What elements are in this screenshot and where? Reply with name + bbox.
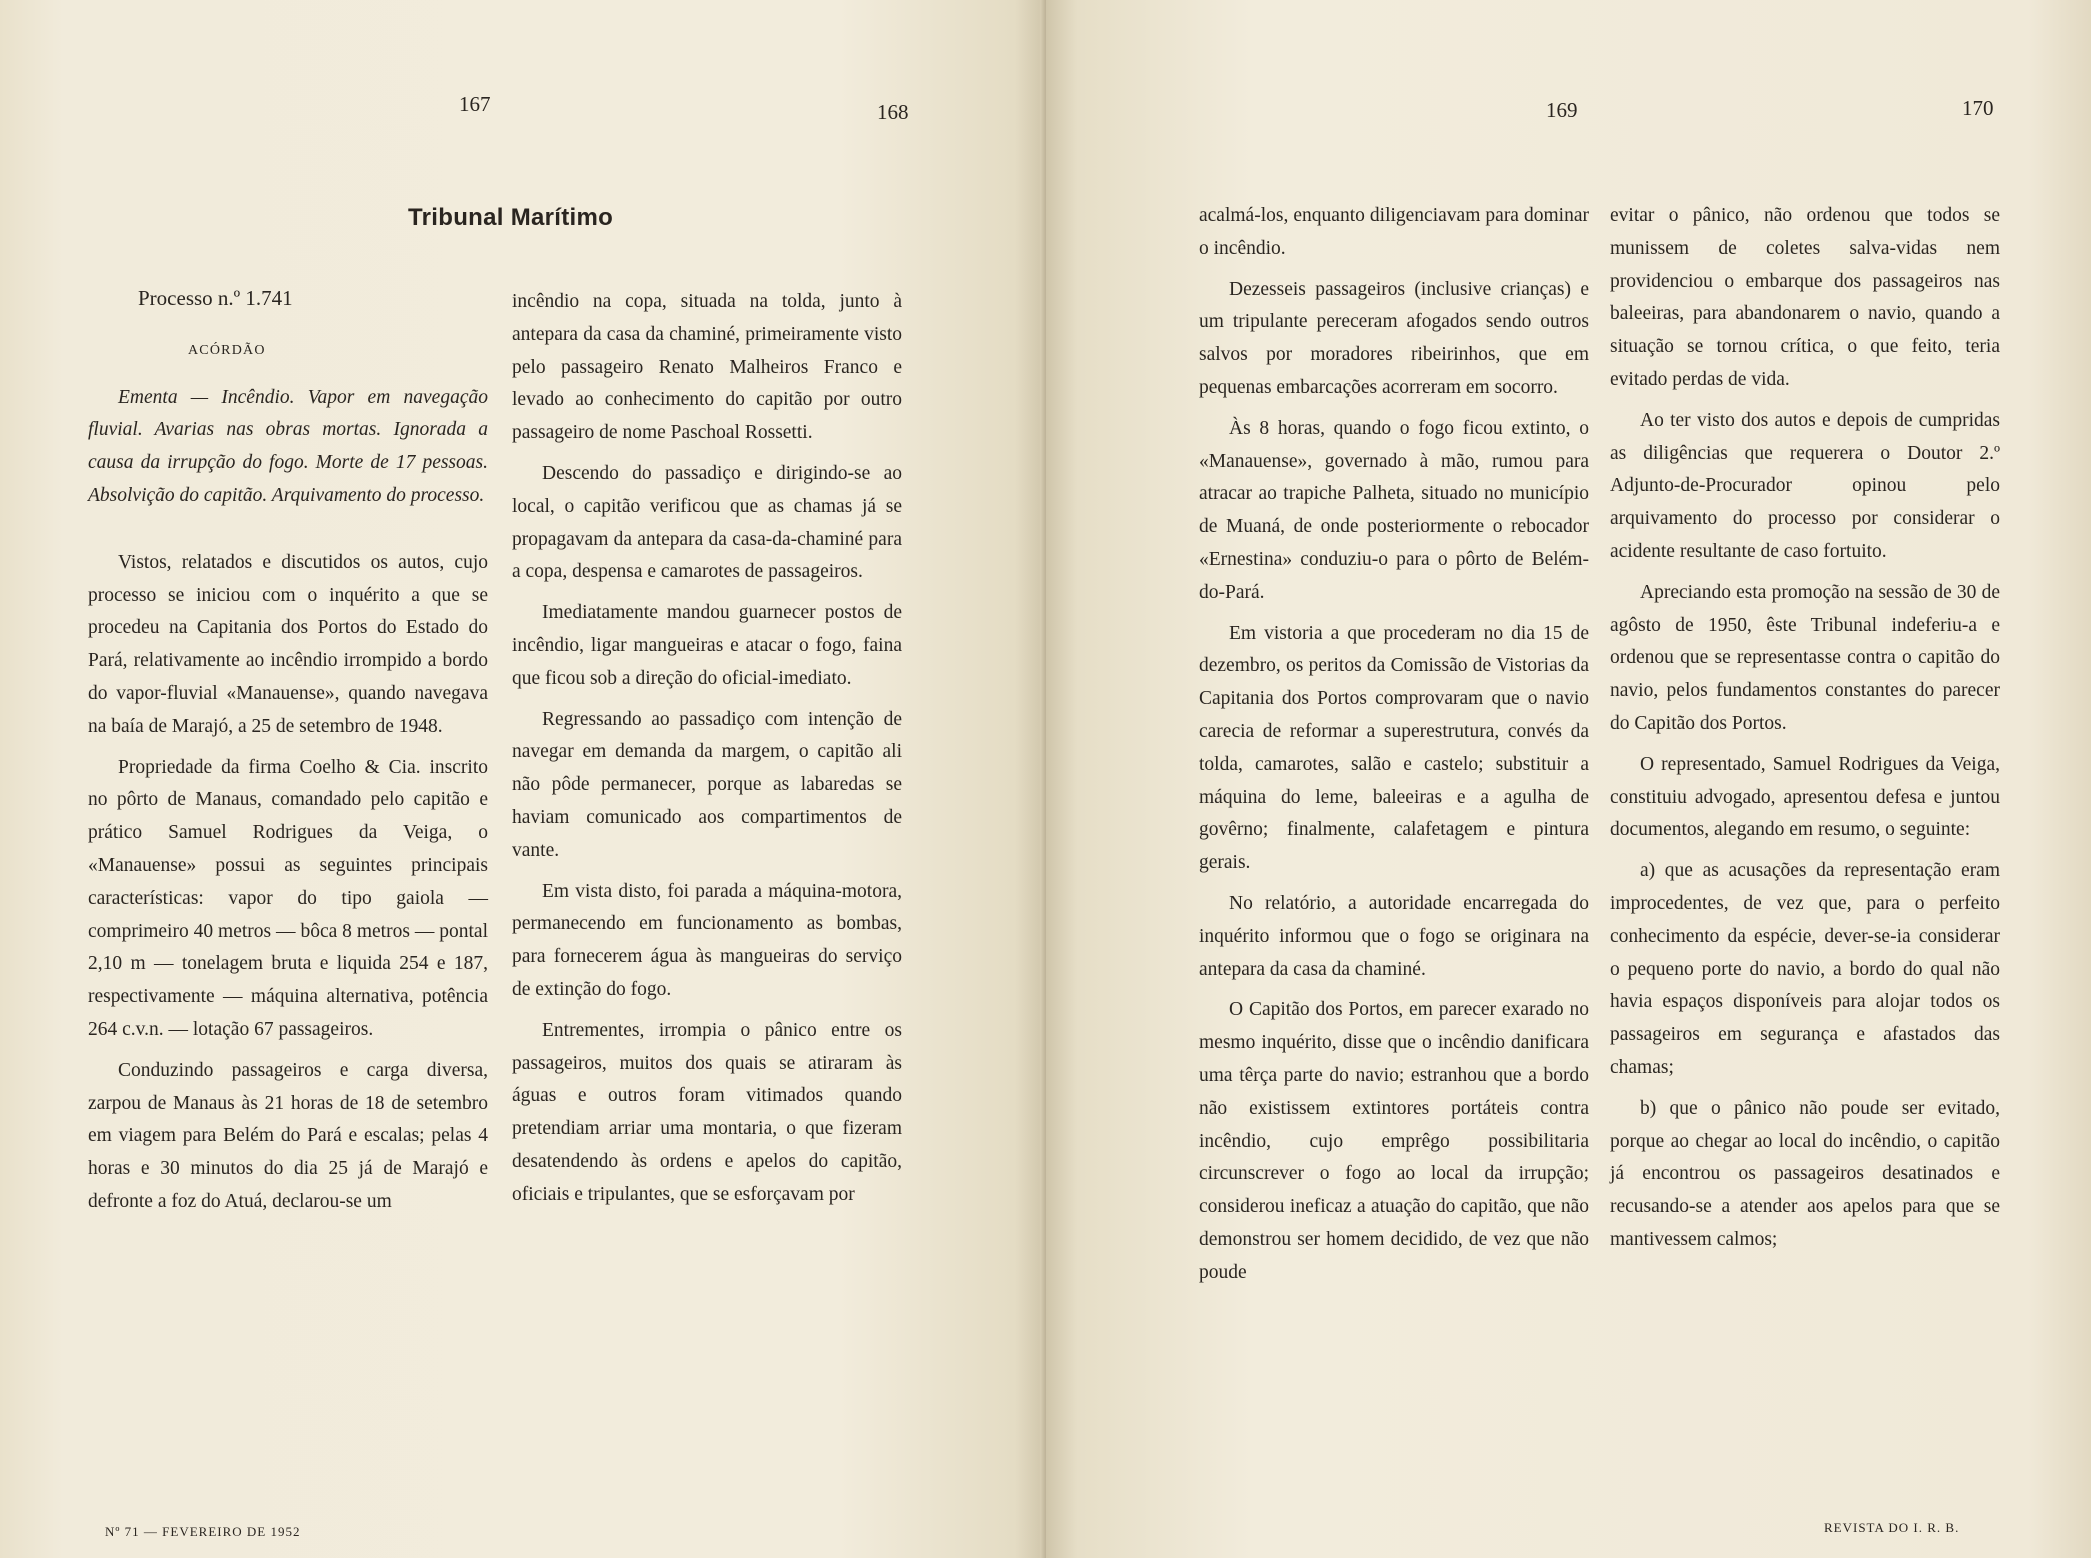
column-2 <box>512 286 902 1220</box>
paragraph: Ao ter visto dos autos e depois de cumpridas as diligências que requerera o Doutor 2.º Adjunto-de-Procurador opinou pelo arquivamento do processo por considerar o acidente resultante de caso fortuito. <box>1610 409 2000 562</box>
page-number-167: 167 <box>459 92 491 116</box>
paragraph: Propriedade da firma Coelho & Cia. inscrito no pôrto de Manaus, comandado pelo capitão e prático Samuel Rodrigues da Veiga, o «Manauense» possui as seguintes principais características: vapor do tipo gaiola — comprimeiro 40 metros — bôca 8 metros — pontal 2,10 m — tonelagem bruta e liquida 254 e 187, respectivamente — máquina alternativa, potência 264 c.v.n. — lotação 67 passageiros. <box>88 756 488 1040</box>
paragraph: b) que o pânico não poude ser evitado, porque ao chegar ao local do incêndio, o capitão já encontrou os passageiros desatinados e recusando-se a atender aos apelos para que se mantivessem calmos; <box>1610 1097 2000 1250</box>
paragraph: Descendo do passadiço e dirigindo-se ao local, o capitão verificou que as chamas já se propagavam da antepara da casa-da-chaminé para a copa, despensa e camarotes de passageiros. <box>512 462 902 583</box>
paragraph: acalmá-los, enquanto diligenciavam para dominar o incêndio. <box>1199 205 1589 259</box>
acordao-label: ACÓRDÃO <box>188 342 266 358</box>
paragraph: No relatório, a autoridade encarregada do inquérito informou que o fogo se originara na antepara da casa da chaminé. <box>1199 892 1589 980</box>
column-1 <box>88 282 488 1227</box>
paragraph: Entrementes, irrompia o pânico entre os passageiros, muitos dos quais se atiraram às águas e outros foram vitimados quando pretendiam arriar uma montaria, o que fizeram desatendendo às ordens e apelos do capitão, oficiais e tripulantes, que se esforçavam por <box>512 1019 902 1205</box>
paragraph: O Capitão dos Portos, em parecer exarado no mesmo inquérito, disse que o incêndio danificara uma têrça parte do navio; estranhou que a bordo não existissem extintores portáteis contra incêndio, cujo emprêgo possibilitaria circunscrever o fogo ao local da irrupção; considerou ineficaz a atuação do capitão, que não demonstrou ser homem decidido, de vez que não poude <box>1199 999 1589 1283</box>
footer-issue: Nº 71 — FEVEREIRO DE 1952 <box>105 1524 301 1539</box>
paragraph: Apreciando esta promoção na sessão de 30 de agôsto de 1950, êste Tribunal indeferiu-a e ordenou que se representasse contra o capitão do navio, pelos fundamentos constantes do parecer do Capitão dos Portos. <box>1610 581 2000 734</box>
column-3 <box>1199 200 1589 1298</box>
paragraph: Dezesseis passageiros (inclusive crianças) e um tripulante pereceram afogados sendo outros salvos por moradores ribeirinhos, que em pequenas embarcações acorreram em socorro. <box>1199 278 1589 398</box>
paragraph: Vistos, relatados e discutidos os autos, cujo processo se iniciou com o inquérito a que se procedeu na Capitania dos Portos do Estado do Pará, relativamente ao incêndio irrompido a bordo do vapor-fluvial «Manauense», quando navegava na baía de Marajó, a 25 de setembro de 1948. <box>88 551 488 737</box>
paragraph: Em vistoria a que procederam no dia 15 de dezembro, os peritos da Comissão de Vistorias da Capitania dos Portos comprovaram que o navio carecia de reformar a superestrutura, convés da tolda, camarotes, salão e castelo; substituir a máquina do leme, baleeiras e a agulha de govêrno; finalmente, calafetagem e pintura gerais. <box>1199 622 1589 874</box>
paragraph: evitar o pânico, não ordenou que todos se munissem de coletes salva-vidas nem providenciou o embarque dos passageiros nas baleeiras, para abandonarem o navio, quando a situação se tornou crítica, o que feito, teria evitado perdas de vida. <box>1610 205 2000 390</box>
column-4 <box>1610 200 2000 1265</box>
paragraph: Regressando ao passadiço com intenção de navegar em demanda da margem, o capitão ali não pôde permanecer, porque as labaredas se haviam comunicado aos compartimentos de vante. <box>512 708 902 861</box>
paragraph: Às 8 horas, quando o fogo ficou extinto, o «Manauense», governado à mão, rumou para atracar ao trapiche Palheta, situado no município de Muaná, de onde posteriormente o rebocador «Ernestina» conduziu-o para o pôrto de Belém-do-Pará. <box>1199 417 1589 603</box>
page-number-168: 168 <box>877 100 909 124</box>
right-page <box>1046 0 2091 1558</box>
paragraph: a) que as acusações da representação eram improcedentes, de vez que, para o perfeito conhecimento da espécie, dever-se-ia considerar o pequeno porte do navio, a bordo do qual não havia espaços disponíveis para alojar todos os passageiros em segurança e afastados das chamas; <box>1610 860 2000 1078</box>
paragraph: Imediatamente mandou guarnecer postos de incêndio, ligar mangueiras e atacar o fogo, faina que ficou sob a direção do oficial-imediato. <box>512 602 902 689</box>
ementa-summary: Ementa — Incêndio. Vapor em navegação fluvial. Avarias nas obras mortas. Ignorada a causa da irrupção do fogo. Morte de 17 pessoas. Absolvição do capitão. Arquivamento do processo. <box>88 386 488 506</box>
page-number-170: 170 <box>1962 96 1994 120</box>
section-heading: Tribunal Marítimo <box>408 204 614 231</box>
page-number-169: 169 <box>1546 98 1578 122</box>
paragraph: O representado, Samuel Rodrigues da Veiga, constituiu advogado, apresentou defesa e juntou documentos, alegando em resumo, o seguinte: <box>1610 753 2000 841</box>
paragraph: incêndio na copa, situada na tolda, junto à antepara da casa da chaminé, primeiramente visto pelo passageiro Renato Malheiros Franco e levado ao conhecimento do capitão por outro passageiro de nome Paschoal Rossetti. <box>512 291 902 444</box>
paragraph: Conduzindo passageiros e carga diversa, zarpou de Manaus às 21 horas de 18 de setembro em viagem para Belém do Pará e escalas; pelas 4 horas e 30 minutos do dia 25 já de Marajó e defronte a foz do Atuá, declarou-se um <box>88 1059 488 1212</box>
footer-journal: REVISTA DO I. R. B. <box>1824 1520 1960 1535</box>
paragraph: Em vista disto, foi parada a máquina-motora, permanecendo em funcionamento as bombas, para fornecerem água às mangueiras do serviço de extinção do fogo. <box>512 880 902 1000</box>
processo-number: Processo n.º 1.741 <box>138 286 293 310</box>
